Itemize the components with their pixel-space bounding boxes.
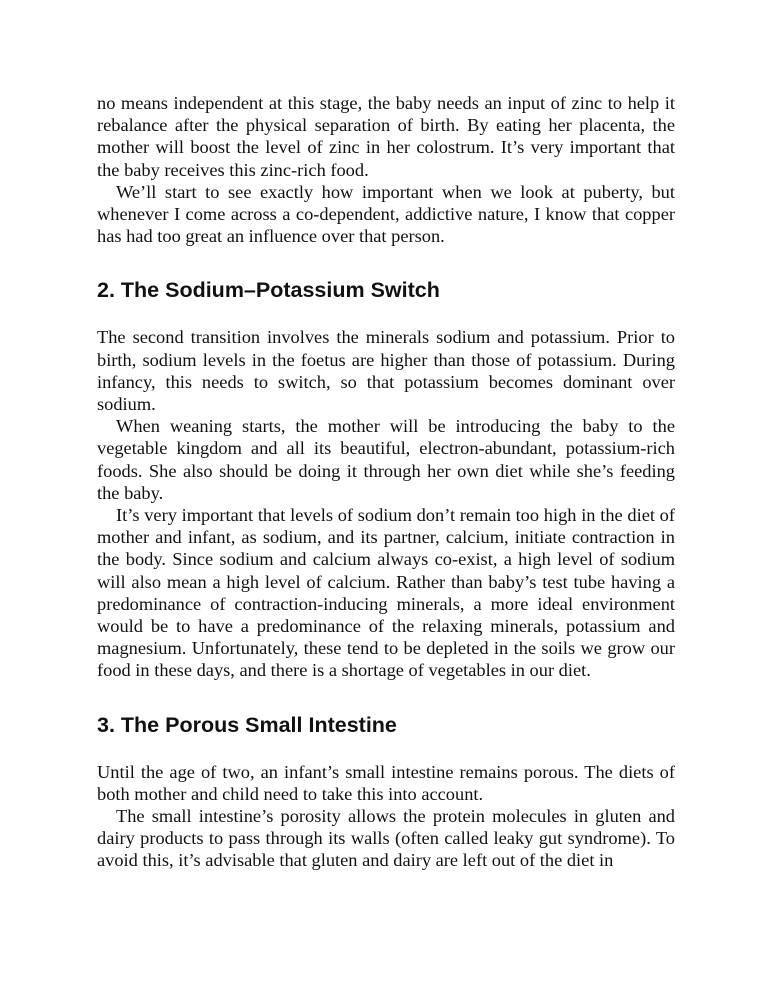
paragraph: Until the age of two, an infant’s small intestine remains porous. The diets of both mother and child need to take this into account. [97,761,675,804]
paragraph: It’s very important that levels of sodium don’t remain too high in the diet of mother and infant, as sodium, and its partner, calcium, initiate contraction in the body. Since sodium and calcium always co-exist, a high level of sodium will also mean a high level of calcium. Rather than baby’s test tube having a predominance of contraction-inducing minerals, a more ideal environment would be to have a predominance of the relaxing minerals, potassium and magnesium. Unfortunately, these tend to be depleted in the soils we grow our food in these days, and there is a shortage of vegetables in our diet. [97,505,675,681]
section-heading-porous-intestine: 3. The Porous Small Intestine [97,712,397,737]
paragraph: no means independent at this stage, the baby needs an input of zinc to help it rebalance after the physical separation of birth. By eating her placenta, the mother will boost the level of zinc in her colostrum. It’s very important that the baby receives this zinc-rich food. [97,93,675,180]
paragraph: The second transition involves the minerals sodium and potassium. Prior to birth, sodium levels in the foetus are higher than those of potassium. During infancy, this needs to switch, so that potassium becomes dominant over sodium. [97,327,675,415]
paragraph: When weaning starts, the mother will be introducing the baby to the vegetable kingdom and all its beautiful, electron-abundant, potassium-rich foods. She also should be doing it through her own diet while she’s feeding the baby. [97,416,675,503]
page-body [97,92,675,872]
paragraph: The small intestine’s porosity allows the protein molecules in gluten and dairy products to pass through its walls (often called leaky gut syndrome). To avoid this, it’s advisable that gluten and dairy are left out of the diet in [97,806,675,871]
paragraph: We’ll start to see exactly how important when we look at puberty, but whenever I come across a co-dependent, addictive nature, I know that copper has had too great an influence over that person. [97,181,675,247]
section-heading-sodium-potassium: 2. The Sodium–Potassium Switch [97,278,440,303]
